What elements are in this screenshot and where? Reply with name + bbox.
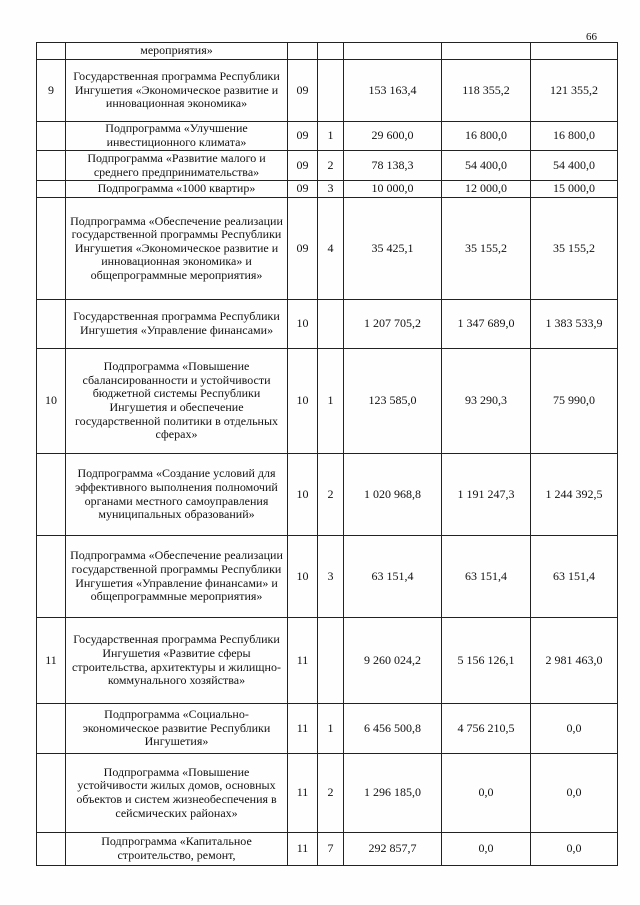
- program-name-cell: Подпрограмма «Улучшение инвестиционного климата»: [66, 122, 288, 151]
- subprogram-code-cell: 7: [318, 833, 344, 866]
- subprogram-code-cell: [318, 618, 344, 704]
- row-number-cell: [37, 151, 66, 181]
- program-code-cell: 11: [288, 754, 318, 833]
- program-name-cell: мероприятия»: [66, 43, 288, 60]
- amount-year1-cell: 29 600,0: [344, 122, 442, 151]
- row-number-cell: [37, 454, 66, 536]
- table-row: [37, 754, 618, 833]
- program-code-cell: 09: [288, 122, 318, 151]
- table-row: [37, 198, 618, 300]
- program-code-cell: 10: [288, 536, 318, 618]
- amount-year2-cell: 63 151,4: [442, 536, 531, 618]
- subprogram-code-cell: 4: [318, 198, 344, 300]
- subprogram-code-cell: 1: [318, 704, 344, 754]
- amount-year3-cell: 15 000,0: [531, 181, 618, 198]
- subprogram-code-cell: 1: [318, 349, 344, 454]
- table-row: [37, 122, 618, 151]
- page-number: 66: [586, 31, 597, 43]
- subprogram-code-cell: 1: [318, 122, 344, 151]
- amount-year2-cell: 118 355,2: [442, 60, 531, 122]
- program-code-cell: 11: [288, 704, 318, 754]
- amount-year2-cell: 93 290,3: [442, 349, 531, 454]
- amount-year2-cell: 0,0: [442, 754, 531, 833]
- table-row: [37, 349, 618, 454]
- amount-year3-cell: 63 151,4: [531, 536, 618, 618]
- amount-year2-cell: 1 347 689,0: [442, 300, 531, 349]
- amount-year3-cell: 54 400,0: [531, 151, 618, 181]
- amount-year1-cell: [344, 43, 442, 60]
- program-name-cell: Подпрограмма «Создание условий для эффективного выполнения полномочий органами местного самоуправления муниципальных образований»: [66, 454, 288, 536]
- table-row: [37, 618, 618, 704]
- program-name-cell: Государственная программа Республики Ингушетия «Развитие сферы строительства, архитектуры и жилищно-коммунального хозяйства»: [66, 618, 288, 704]
- amount-year3-cell: 2 981 463,0: [531, 618, 618, 704]
- row-number-cell: [37, 704, 66, 754]
- amount-year1-cell: 78 138,3: [344, 151, 442, 181]
- amount-year3-cell: [531, 43, 618, 60]
- amount-year3-cell: 0,0: [531, 754, 618, 833]
- row-number-cell: 9: [37, 60, 66, 122]
- table-row: [37, 833, 618, 866]
- amount-year3-cell: 0,0: [531, 833, 618, 866]
- amount-year1-cell: 123 585,0: [344, 349, 442, 454]
- program-name-cell: Подпрограмма «Повышение устойчивости жилых домов, основных объектов и систем жизнеобеспечения в сейсмических районах»: [66, 754, 288, 833]
- subprogram-code-cell: [318, 300, 344, 349]
- amount-year3-cell: 16 800,0: [531, 122, 618, 151]
- subprogram-code-cell: 2: [318, 454, 344, 536]
- table-row: [37, 704, 618, 754]
- program-code-cell: [288, 43, 318, 60]
- table-row: [37, 181, 618, 198]
- amount-year3-cell: 75 990,0: [531, 349, 618, 454]
- subprogram-code-cell: 2: [318, 754, 344, 833]
- table-body: [37, 43, 618, 866]
- program-code-cell: 09: [288, 181, 318, 198]
- amount-year1-cell: 10 000,0: [344, 181, 442, 198]
- program-name-cell: Подпрограмма «1000 квартир»: [66, 181, 288, 198]
- amount-year3-cell: 1 244 392,5: [531, 454, 618, 536]
- amount-year2-cell: 16 800,0: [442, 122, 531, 151]
- program-name-cell: Подпрограмма «Обеспечение реализации государственной программы Республики Ингушетия «Управление финансами» и общепрограммные мероприятия»: [66, 536, 288, 618]
- amount-year2-cell: 1 191 247,3: [442, 454, 531, 536]
- program-code-cell: 10: [288, 300, 318, 349]
- amount-year3-cell: 0,0: [531, 704, 618, 754]
- row-number-cell: [37, 300, 66, 349]
- amount-year1-cell: 35 425,1: [344, 198, 442, 300]
- table-row: [37, 454, 618, 536]
- row-number-cell: [37, 43, 66, 60]
- amount-year3-cell: 35 155,2: [531, 198, 618, 300]
- program-code-cell: 09: [288, 60, 318, 122]
- row-number-cell: [37, 198, 66, 300]
- row-number-cell: 10: [37, 349, 66, 454]
- program-name-cell: Подпрограмма «Развитие малого и среднего предпринимательства»: [66, 151, 288, 181]
- program-name-cell: Подпрограмма «Повышение сбалансированности и устойчивости бюджетной системы Республики Ингушетия и обеспечение государственной политики в отдельных сферах»: [66, 349, 288, 454]
- budget-table: [36, 42, 618, 866]
- subprogram-code-cell: 3: [318, 536, 344, 618]
- program-name-cell: Государственная программа Республики Ингушетия «Управление финансами»: [66, 300, 288, 349]
- row-number-cell: [37, 833, 66, 866]
- row-number-cell: [37, 536, 66, 618]
- program-code-cell: 09: [288, 151, 318, 181]
- amount-year1-cell: 153 163,4: [344, 60, 442, 122]
- subprogram-code-cell: [318, 60, 344, 122]
- subprogram-code-cell: [318, 43, 344, 60]
- subprogram-code-cell: 2: [318, 151, 344, 181]
- program-name-cell: Подпрограмма «Капитальное строительство, ремонт,: [66, 833, 288, 866]
- program-code-cell: 11: [288, 833, 318, 866]
- amount-year1-cell: 1 296 185,0: [344, 754, 442, 833]
- program-name-cell: Государственная программа Республики Ингушетия «Экономическое развитие и инновационная экономика»: [66, 60, 288, 122]
- table-row: [37, 536, 618, 618]
- amount-year1-cell: 292 857,7: [344, 833, 442, 866]
- amount-year1-cell: 1 020 968,8: [344, 454, 442, 536]
- program-name-cell: Подпрограмма «Обеспечение реализации государственной программы Республики Ингушетия «Экономическое развитие и инновационная экономика» и общепрограммные мероприятия»: [66, 198, 288, 300]
- row-number-cell: [37, 181, 66, 198]
- row-number-cell: [37, 754, 66, 833]
- program-code-cell: 10: [288, 349, 318, 454]
- amount-year2-cell: 35 155,2: [442, 198, 531, 300]
- amount-year1-cell: 9 260 024,2: [344, 618, 442, 704]
- program-code-cell: 09: [288, 198, 318, 300]
- table-row: [37, 300, 618, 349]
- row-number-cell: [37, 122, 66, 151]
- amount-year2-cell: 5 156 126,1: [442, 618, 531, 704]
- amount-year2-cell: 12 000,0: [442, 181, 531, 198]
- table-row: [37, 60, 618, 122]
- amount-year3-cell: 1 383 533,9: [531, 300, 618, 349]
- program-name-cell: Подпрограмма «Социально-экономическое развитие Республики Ингушетия»: [66, 704, 288, 754]
- table-row: [37, 43, 618, 60]
- program-code-cell: 10: [288, 454, 318, 536]
- subprogram-code-cell: 3: [318, 181, 344, 198]
- amount-year1-cell: 6 456 500,8: [344, 704, 442, 754]
- amount-year3-cell: 121 355,2: [531, 60, 618, 122]
- amount-year2-cell: 54 400,0: [442, 151, 531, 181]
- program-code-cell: 11: [288, 618, 318, 704]
- amount-year2-cell: 4 756 210,5: [442, 704, 531, 754]
- amount-year1-cell: 63 151,4: [344, 536, 442, 618]
- amount-year2-cell: [442, 43, 531, 60]
- row-number-cell: 11: [37, 618, 66, 704]
- amount-year2-cell: 0,0: [442, 833, 531, 866]
- amount-year1-cell: 1 207 705,2: [344, 300, 442, 349]
- table-row: [37, 151, 618, 181]
